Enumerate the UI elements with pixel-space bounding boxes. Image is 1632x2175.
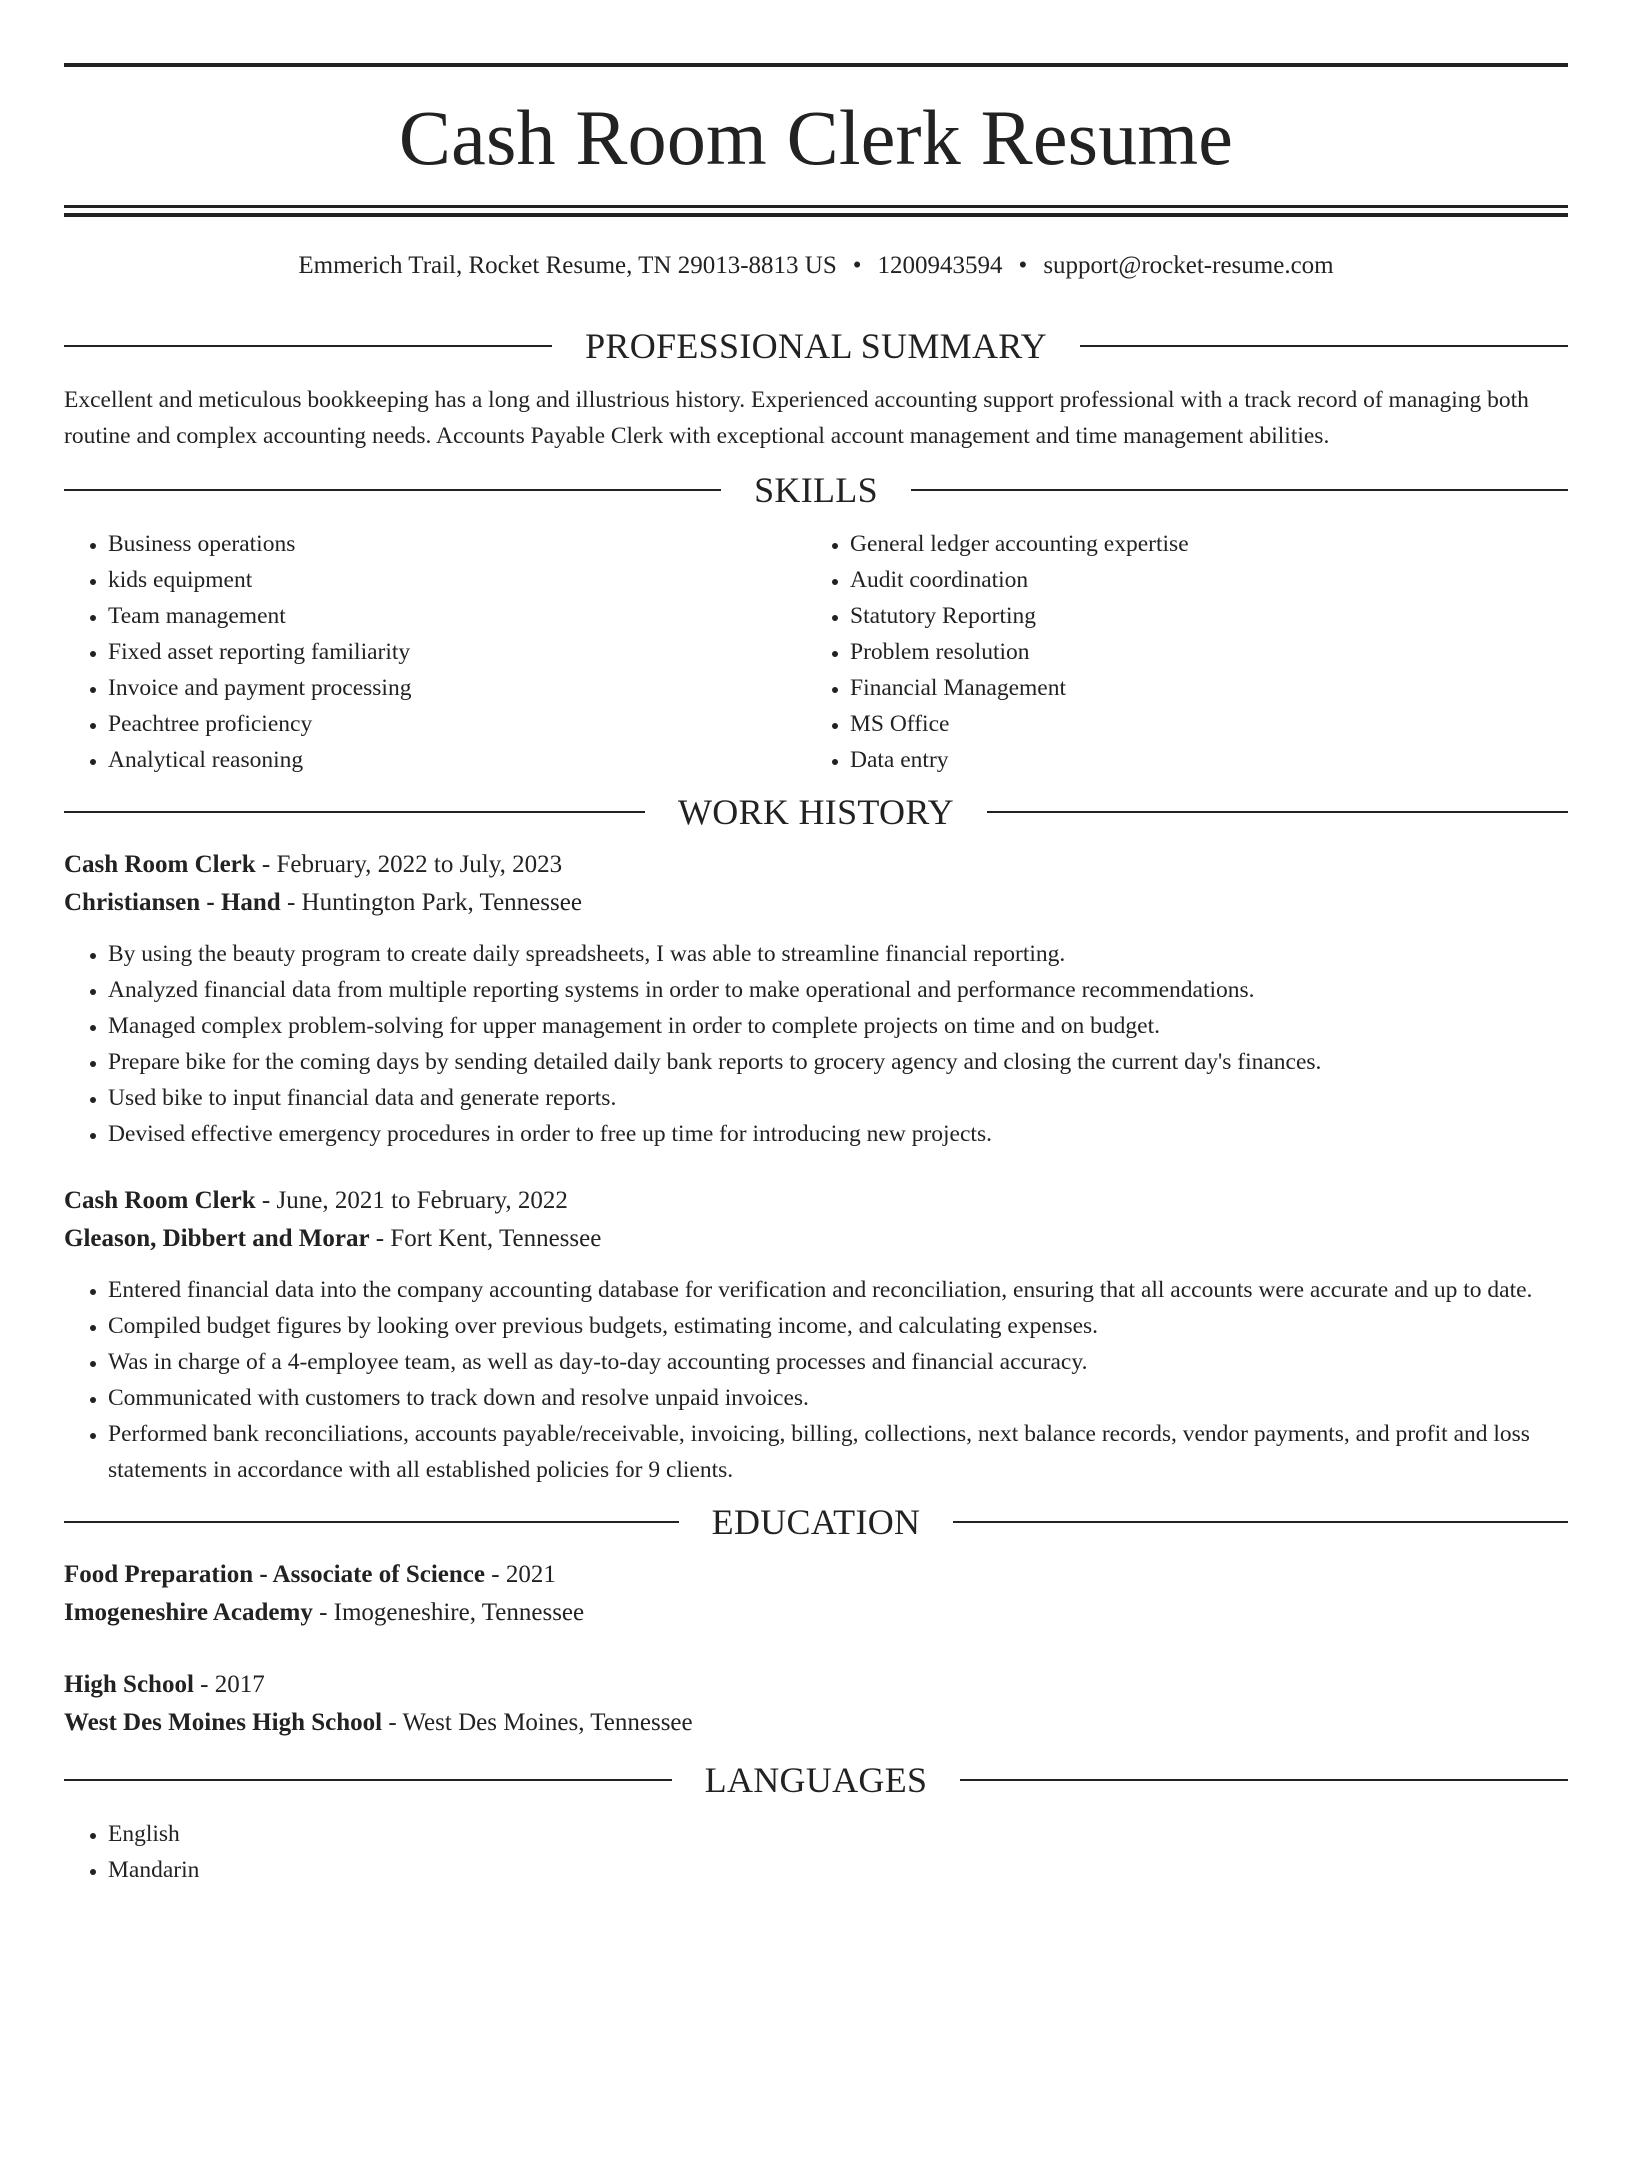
job-bullets xyxy=(64,936,1568,1152)
skills-columns xyxy=(64,526,1568,778)
section-heading-label: PROFESSIONAL SUMMARY xyxy=(585,326,1047,366)
contact-phone: 1200943594 xyxy=(877,252,1003,279)
skill-item: • Invoice and payment processing xyxy=(108,670,806,706)
skills-list-right xyxy=(806,526,1568,778)
section-heading-education xyxy=(64,1500,1568,1544)
job-company-line xyxy=(64,884,1568,922)
job-bullet: • Managed complex problem-solving for upper management in order to complete projects on time and on budget. xyxy=(108,1008,1568,1044)
education-degree-line xyxy=(64,1556,1568,1594)
job-bullet: • Used bike to input financial data and generate reports. xyxy=(108,1080,1568,1116)
education-school: West Des Moines High School xyxy=(64,1709,383,1736)
resume-page xyxy=(0,63,1632,2175)
job-company: Christiansen - Hand xyxy=(64,889,281,916)
education-location: - Imogeneshire, Tennessee xyxy=(312,1599,585,1626)
heading-rule xyxy=(64,811,645,813)
contact-line xyxy=(64,251,1568,281)
job-location: - Huntington Park, Tennessee xyxy=(280,889,582,916)
language-item: • English xyxy=(108,1816,1568,1852)
languages-list xyxy=(64,1816,1568,1888)
section-heading-label: EDUCATION xyxy=(711,1502,921,1542)
education-degree: High School xyxy=(64,1671,194,1698)
job-entry xyxy=(64,1182,1568,1488)
job-company-line xyxy=(64,1220,1568,1258)
education-school: Imogeneshire Academy xyxy=(64,1599,313,1626)
skill-item: • Problem resolution xyxy=(850,634,1568,670)
heading-rule xyxy=(953,1521,1568,1523)
section-heading-summary xyxy=(64,324,1568,368)
job-bullet: • Performed bank reconciliations, accounts payable/receivable, invoicing, billing, collections, next balance records, vendor payments, and profit and loss statements in accordance with all established policies for 9 clients. xyxy=(108,1416,1568,1488)
education-school-line xyxy=(64,1594,1568,1632)
job-bullets xyxy=(64,1272,1568,1488)
title-double-rule xyxy=(64,205,1568,217)
job-bullet: • Prepare bike for the coming days by sending detailed daily bank reports to grocery agency and closing the current day's finances. xyxy=(108,1044,1568,1080)
skills-column-left xyxy=(64,526,806,778)
heading-rule xyxy=(64,345,552,347)
job-title: Cash Room Clerk xyxy=(64,1187,256,1214)
heading-rule xyxy=(911,489,1568,491)
contact-email: support@rocket-resume.com xyxy=(1043,252,1334,279)
job-bullet: • Was in charge of a 4-employee team, as well as day-to-day accounting processes and financial accuracy. xyxy=(108,1344,1568,1380)
education-year: - 2017 xyxy=(193,1671,265,1698)
skills-column-right xyxy=(806,526,1568,778)
skills-list-left xyxy=(64,526,806,778)
education-entry xyxy=(64,1556,1568,1632)
heading-rule xyxy=(64,489,721,491)
job-bullet: • Analyzed financial data from multiple reporting systems in order to make operational and performance recommendations. xyxy=(108,972,1568,1008)
job-bullet: • Communicated with customers to track down and resolve unpaid invoices. xyxy=(108,1380,1568,1416)
section-heading-languages xyxy=(64,1758,1568,1802)
section-heading-work-history xyxy=(64,790,1568,834)
job-bullet: • Entered financial data into the company accounting database for verification and reconciliation, ensuring that all accounts were accurate and up to date. xyxy=(108,1272,1568,1308)
section-heading-skills xyxy=(64,468,1568,512)
skill-item: • Business operations xyxy=(108,526,806,562)
education-school-line xyxy=(64,1704,1568,1742)
job-title: Cash Room Clerk xyxy=(64,851,256,878)
job-bullet: • Devised effective emergency procedures in order to free up time for introducing new projects. xyxy=(108,1116,1568,1152)
heading-rule xyxy=(1080,345,1568,347)
education-location: - West Des Moines, Tennessee xyxy=(382,1709,693,1736)
job-company: Gleason, Dibbert and Morar xyxy=(64,1225,370,1252)
top-rule xyxy=(64,63,1568,67)
page-title: Cash Room Clerk Resume xyxy=(398,94,1234,181)
section-heading-label: LANGUAGES xyxy=(704,1760,928,1800)
skill-item: • General ledger accounting expertise xyxy=(850,526,1568,562)
contact-address: Emmerich Trail, Rocket Resume, TN 29013-8813 US xyxy=(298,252,837,279)
skill-item: • MS Office xyxy=(850,706,1568,742)
job-bullet: • By using the beauty program to create daily spreadsheets, I was able to streamline financial reporting. xyxy=(108,936,1568,972)
job-bullet: • Compiled budget figures by looking over previous budgets, estimating income, and calculating expenses. xyxy=(108,1308,1568,1344)
section-heading-label: SKILLS xyxy=(754,470,878,510)
job-entry xyxy=(64,846,1568,1152)
heading-rule xyxy=(987,811,1568,813)
skill-item: • Fixed asset reporting familiarity xyxy=(108,634,806,670)
skill-item: • kids equipment xyxy=(108,562,806,598)
bullet-separator: • xyxy=(852,252,862,279)
skill-item: • Team management xyxy=(108,598,806,634)
heading-rule xyxy=(960,1779,1568,1781)
job-title-line xyxy=(64,1182,1568,1220)
job-title-line xyxy=(64,846,1568,884)
language-item: • Mandarin xyxy=(108,1852,1568,1888)
section-heading-label: WORK HISTORY xyxy=(678,792,954,832)
job-dates: - February, 2022 to July, 2023 xyxy=(255,851,563,878)
education-degree-line xyxy=(64,1666,1568,1704)
bullet-separator: • xyxy=(1018,252,1028,279)
heading-rule xyxy=(64,1521,679,1523)
education-entry xyxy=(64,1666,1568,1742)
heading-rule xyxy=(64,1779,672,1781)
job-dates: - June, 2021 to February, 2022 xyxy=(255,1187,568,1214)
summary-text: Excellent and meticulous bookkeeping has a long and illustrious history. Experienced accounting support professional with a track record of managing both routine and complex accounting needs. Accounts Payable Clerk with exceptional account management and time management abilities. xyxy=(64,387,1529,449)
education-year: - 2021 xyxy=(485,1561,556,1588)
skill-item: • Statutory Reporting xyxy=(850,598,1568,634)
skill-item: • Audit coordination xyxy=(850,562,1568,598)
job-location: - Fort Kent, Tennessee xyxy=(369,1225,602,1252)
skill-item: • Financial Management xyxy=(850,670,1568,706)
skill-item: • Peachtree proficiency xyxy=(108,706,806,742)
skill-item: • Data entry xyxy=(850,742,1568,778)
skill-item: • Analytical reasoning xyxy=(108,742,806,778)
education-degree: Food Preparation - Associate of Science xyxy=(64,1561,485,1588)
